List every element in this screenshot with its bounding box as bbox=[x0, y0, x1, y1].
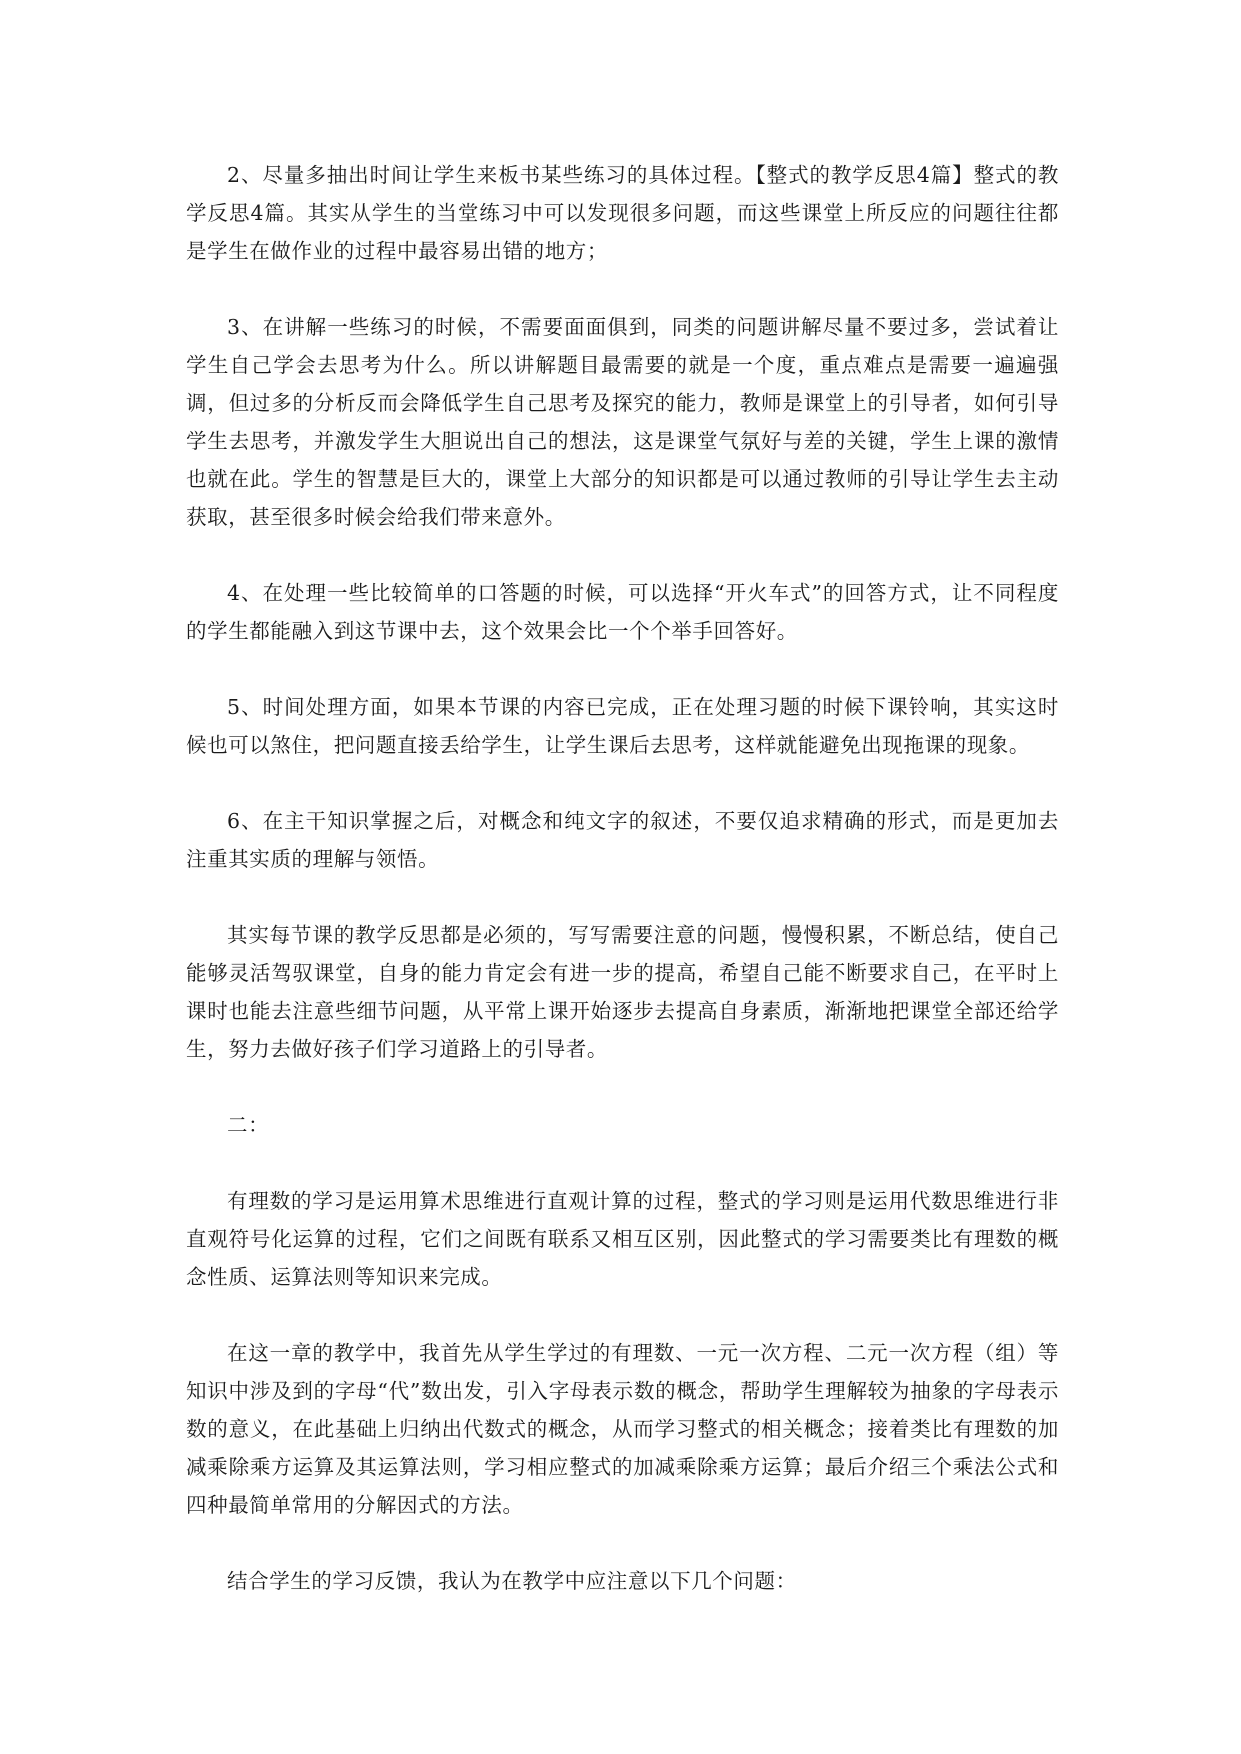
paragraph-point-2: 2、尽量多抽出时间让学生来板书某些练习的具体过程。【整式的教学反思4篇】整式的教学反思4篇。其实从学生的当堂练习中可以发现很多问题，而这些课堂上所反应的问题往往都是学生在做作业的过程中最容易出错的地方； bbox=[186, 163, 1059, 263]
paragraph-point-5: 5、时间处理方面，如果本节课的内容已完成，正在处理习题的时候下课铃响，其实这时候也可以煞住，把问题直接丢给学生，让学生课后去思考，这样就能避免出现拖课的现象。 bbox=[186, 695, 1059, 757]
paragraph-feedback: 结合学生的学习反馈，我认为在教学中应注意以下几个问题： bbox=[227, 1569, 797, 1593]
document-body bbox=[186, 156, 1059, 1638]
section-heading-two: 二： bbox=[227, 1113, 270, 1137]
paragraph-summary: 其实每节课的教学反思都是必须的，写写需要注意的问题，慢慢积累，不断总结，使自己能够灵活驾驭课堂，自身的能力肯定会有进一步的提高，希望自己能不断要求自己，在平时上课时也能去注意些细节问题，从平常上课开始逐步去提高自身素质，渐渐地把课堂全部还给学生，努力去做好孩子们学习道路上的引导者。 bbox=[186, 923, 1059, 1061]
paragraph-point-4: 4、在处理一些比较简单的口答题的时候，可以选择“开火车式”的回答方式，让不同程度的学生都能融入到这节课中去，这个效果会比一个个举手回答好。 bbox=[186, 581, 1059, 643]
paragraph-point-3: 3、在讲解一些练习的时候，不需要面面俱到，同类的问题讲解尽量不要过多，尝试着让学生自己学会去思考为什么。所以讲解题目最需要的就是一个度，重点难点是需要一遍遍强调，但过多的分析反而会降低学生自己思考及探究的能力，教师是课堂上的引导者，如何引导学生去思考，并激发学生大胆说出自己的想法，这是课堂气氛好与差的关键，学生上课的激情也就在此。学生的智慧是巨大的，课堂上大部分的知识都是可以通过教师的引导让学生去主动获取，甚至很多时候会给我们带来意外。 bbox=[186, 315, 1059, 529]
paragraph-point-6: 6、在主干知识掌握之后，对概念和纯文字的叙述，不要仅追求精确的形式，而是更加去注重其实质的理解与领悟。 bbox=[186, 809, 1059, 871]
paragraph-intro: 有理数的学习是运用算术思维进行直观计算的过程，整式的学习则是运用代数思维进行非直观符号化运算的过程，它们之间既有联系又相互区别，因此整式的学习需要类比有理数的概念性质、运算法则等知识来完成。 bbox=[186, 1189, 1059, 1289]
paragraph-teaching-process: 在这一章的教学中，我首先从学生学过的有理数、一元一次方程、二元一次方程（组）等知识中涉及到的字母“代”数出发，引入字母表示数的概念，帮助学生理解较为抽象的字母表示数的意义，在此基础上归纳出代数式的概念，从而学习整式的相关概念；接着类比有理数的加减乘除乘方运算及其运算法则，学习相应整式的加减乘除乘方运算；最后介绍三个乘法公式和四种最简单常用的分解因式的方法。 bbox=[186, 1341, 1059, 1517]
